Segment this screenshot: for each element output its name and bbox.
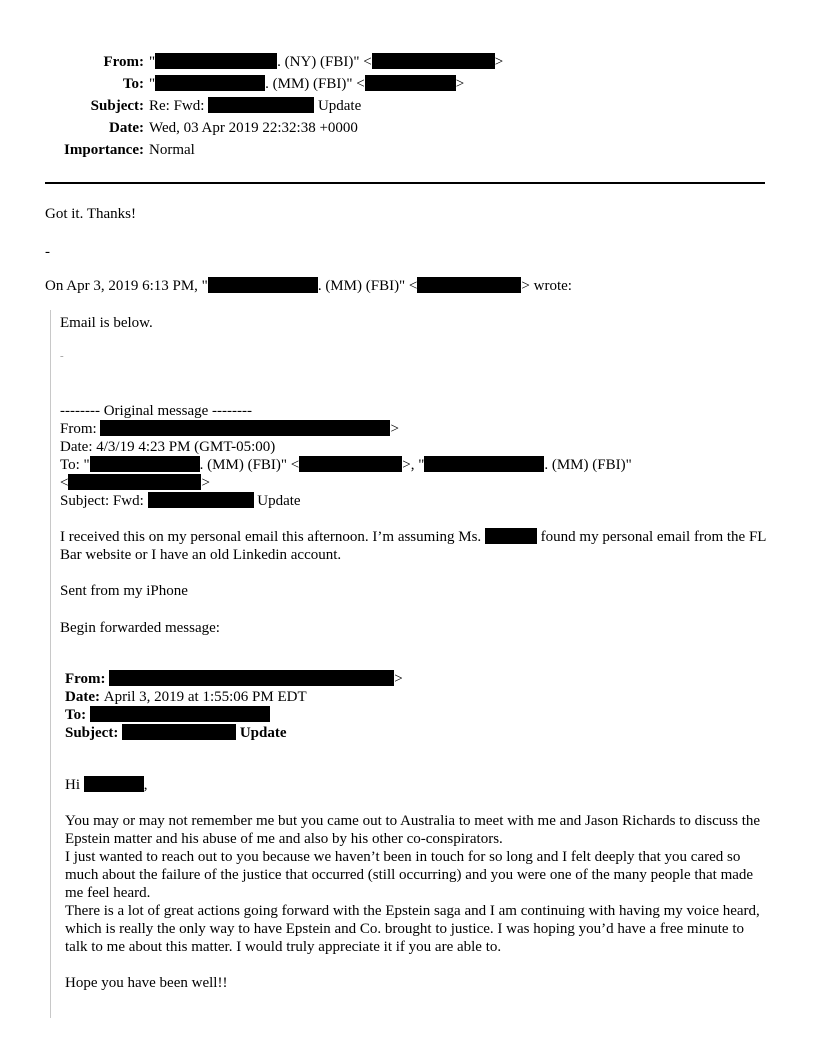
original-to-line: To: " . (MM) (FBI)" < >, " . (MM) (FBI)" <box>60 457 632 473</box>
greeting: Hi , <box>65 777 148 793</box>
original-date-line: Date: 4/3/19 4:23 PM (GMT-05:00) <box>60 439 276 455</box>
redaction-box <box>155 53 277 69</box>
forwarded-from-line: From: > <box>65 671 403 687</box>
reply-body: Got it. Thanks! <box>45 206 136 222</box>
forwarded-subject-line: Subject: Update <box>65 725 287 741</box>
redaction-box <box>122 724 236 740</box>
header-date-label: Date: <box>109 120 144 136</box>
quote-bar <box>50 310 51 1018</box>
redaction-box <box>365 75 456 91</box>
redaction-box <box>417 277 521 293</box>
redaction-box <box>68 474 201 490</box>
quoted-email-below: Email is below. <box>60 315 153 331</box>
quoted-paragraph: I received this on my personal email this afternoon. I’m assuming Ms. found my personal email from the FL Bar website or I have an old Linkedin account. <box>60 529 766 563</box>
original-subject-line: Subject: Fwd: Update <box>60 493 301 509</box>
header-importance-value: Normal <box>149 142 195 158</box>
sent-from-signature: Sent from my iPhone <box>60 583 188 599</box>
header-importance-label: Importance: <box>64 142 144 158</box>
redaction-box <box>100 420 390 436</box>
header-date-value: Wed, 03 Apr 2019 22:32:38 +0000 <box>149 120 358 136</box>
header-from-label: From: <box>103 54 144 70</box>
redaction-box <box>90 706 270 722</box>
original-to-line-2: < > <box>60 475 210 491</box>
header-subject-label: Subject: <box>90 98 144 114</box>
redaction-box <box>485 528 537 544</box>
redaction-box <box>208 277 318 293</box>
redaction-box <box>84 776 144 792</box>
reply-dash: - <box>45 244 50 260</box>
redaction-box <box>424 456 544 472</box>
body-paragraph-3: There is a lot of great actions going forward with the Epstein saga and I am continuing with having my voice heard, which is really the only way to have Epstein and Co. brought to justice. I was hoping you’d have a free minute to talk to me about this matter. I would truly appreciate it if you are able to. <box>65 903 760 955</box>
body-paragraph-1: You may or may not remember me but you came out to Australia to meet with me and Jason Richards to discuss the Epstein matter and his abuse of me and also by his other co-conspirators. <box>65 813 761 847</box>
header-from-value: " . (NY) (FBI)" < > <box>149 54 504 70</box>
original-from-line: From: > <box>60 421 399 437</box>
redaction-box <box>299 456 402 472</box>
header-to-label: To: <box>122 76 144 92</box>
redaction-box <box>148 492 254 508</box>
redaction-box <box>372 53 495 69</box>
quoted-dash: - <box>60 350 64 362</box>
redaction-box <box>208 97 314 113</box>
closing-line: Hope you have been well!! <box>65 975 228 991</box>
redaction-box <box>155 75 265 91</box>
reply-attribution: On Apr 3, 2019 6:13 PM, " . (MM) (FBI)" < > wrote: <box>45 278 572 294</box>
header-subject-value: Re: Fwd: Update <box>149 98 362 114</box>
forwarded-to-line: To: <box>65 706 270 724</box>
body-paragraph-2: I just wanted to reach out to you because we haven’t been in touch for so long and I felt deeply that you cared so much about the failure of the justice that occurred (still occurring) and you were one of the many people that made me feel heard. <box>65 849 754 901</box>
redaction-box <box>109 670 394 686</box>
forwarded-date-line: Date: April 3, 2019 at 1:55:06 PM EDT <box>65 689 307 705</box>
header-divider <box>45 182 765 184</box>
header-to-value: " . (MM) (FBI)" < > <box>149 76 465 92</box>
redaction-box <box>90 456 200 472</box>
original-message-divider: -------- Original message -------- <box>60 403 252 419</box>
begin-forwarded-label: Begin forwarded message: <box>60 620 220 636</box>
